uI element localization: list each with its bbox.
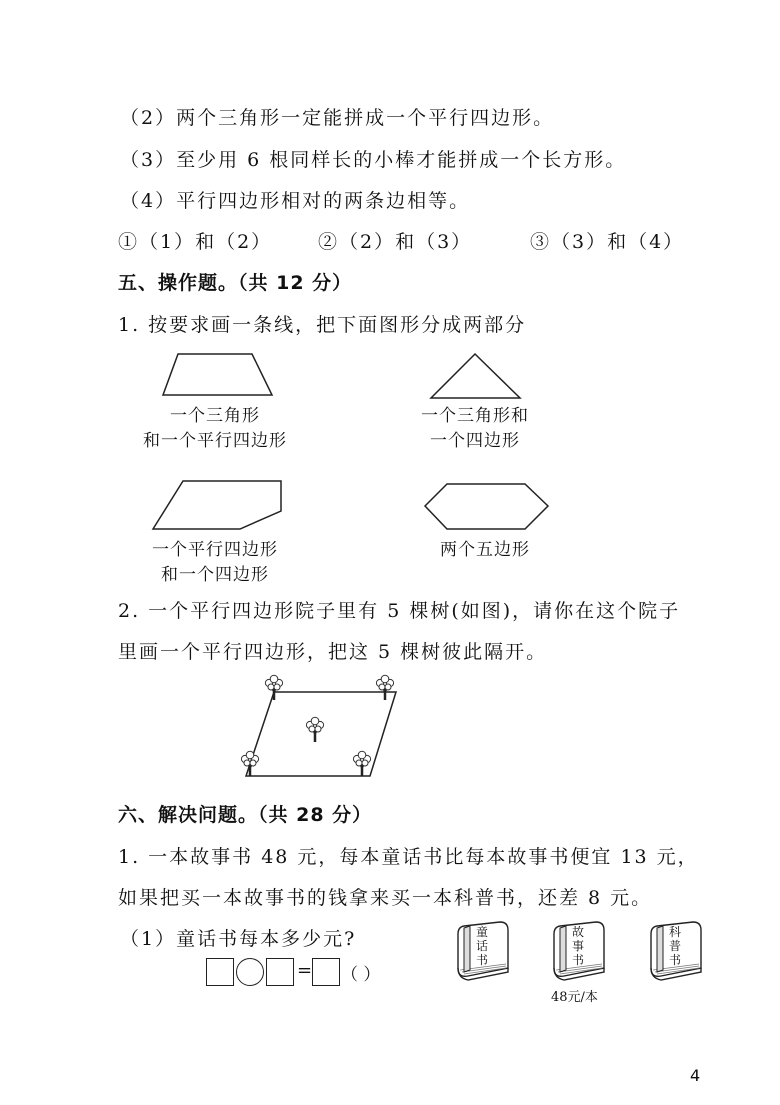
unit-paren[interactable]: （ ） [341, 965, 381, 985]
book-title-3: 科普书 [669, 925, 682, 967]
page-number: 4 [690, 1066, 701, 1085]
operator-circle[interactable] [236, 958, 264, 986]
caption-trapezoid-line1: 一个三角形 [170, 406, 260, 426]
caption-pentagon [130, 538, 300, 588]
statement-4: （4）平行四边形相对的两条边相等。 [120, 190, 471, 212]
hexagon-shape [422, 482, 552, 532]
trapezoid-shape [160, 352, 275, 397]
caption-hexagon-line1: 两个五边形 [440, 540, 530, 560]
courtyard-parallelogram [246, 692, 396, 776]
statement-3: （3）至少用 6 根同样长的小棒才能拼成一个长方形。 [120, 149, 627, 171]
option-1[interactable]: ①（1）和（2） [118, 231, 273, 253]
tree-icon [376, 675, 393, 700]
caption-hexagon [415, 538, 555, 563]
caption-triangle-line2: 一个四边形 [430, 431, 520, 451]
book-title-2: 故事书 [572, 925, 585, 967]
option-3[interactable]: ③（3）和（4） [530, 231, 685, 253]
tree-icon [306, 717, 323, 742]
tree-icon [353, 751, 370, 776]
tree-icon [265, 675, 282, 700]
caption-triangle-line1: 一个三角形和 [421, 406, 529, 426]
triangle-shape [428, 352, 523, 400]
section-5-q2-line2: 里画一个平行四边形，把这 5 棵树彼此隔开。 [118, 641, 548, 663]
section-5-title: 五、操作题。（共 12 分） [118, 272, 353, 294]
section-6-q1-line2: 如果把买一本故事书的钱拿来买一本科普书，还差 8 元。 [118, 887, 653, 909]
courtyard-diagram[interactable] [238, 672, 408, 784]
caption-triangle [405, 404, 545, 454]
option-2[interactable]: ②（2）和（3） [318, 231, 473, 253]
caption-trapezoid-line2: 和一个平行四边形 [143, 431, 287, 451]
section-6-title: 六、解决问题。（共 28 分） [118, 804, 373, 826]
answer-box-1[interactable] [206, 958, 234, 986]
answer-box-3[interactable] [312, 958, 340, 986]
caption-pentagon-line1: 一个平行四边形 [152, 540, 278, 560]
section-5-q1: 1. 按要求画一条线，把下面图形分成两部分 [118, 314, 527, 336]
pentagon-shape [150, 478, 285, 532]
equals-sign: = [297, 960, 313, 981]
section-6-q1-line1: 1. 一本故事书 48 元，每本童话书比每本故事书便宜 13 元， [118, 846, 699, 868]
book-title-1: 童话书 [476, 925, 489, 967]
tree-icon [241, 751, 258, 776]
section-6-sub1: （1）童话书每本多少元? [120, 928, 357, 950]
answer-box-2[interactable] [266, 958, 294, 986]
statement-2: （2）两个三角形一定能拼成一个平行四边形。 [120, 107, 555, 129]
book-price-label: 48元/本 [551, 990, 598, 1005]
caption-trapezoid [130, 404, 300, 454]
section-5-q2-line1: 2. 一个平行四边形院子里有 5 棵树(如图)，请你在这个院子 [118, 600, 681, 622]
caption-pentagon-line2: 和一个四边形 [161, 565, 269, 585]
